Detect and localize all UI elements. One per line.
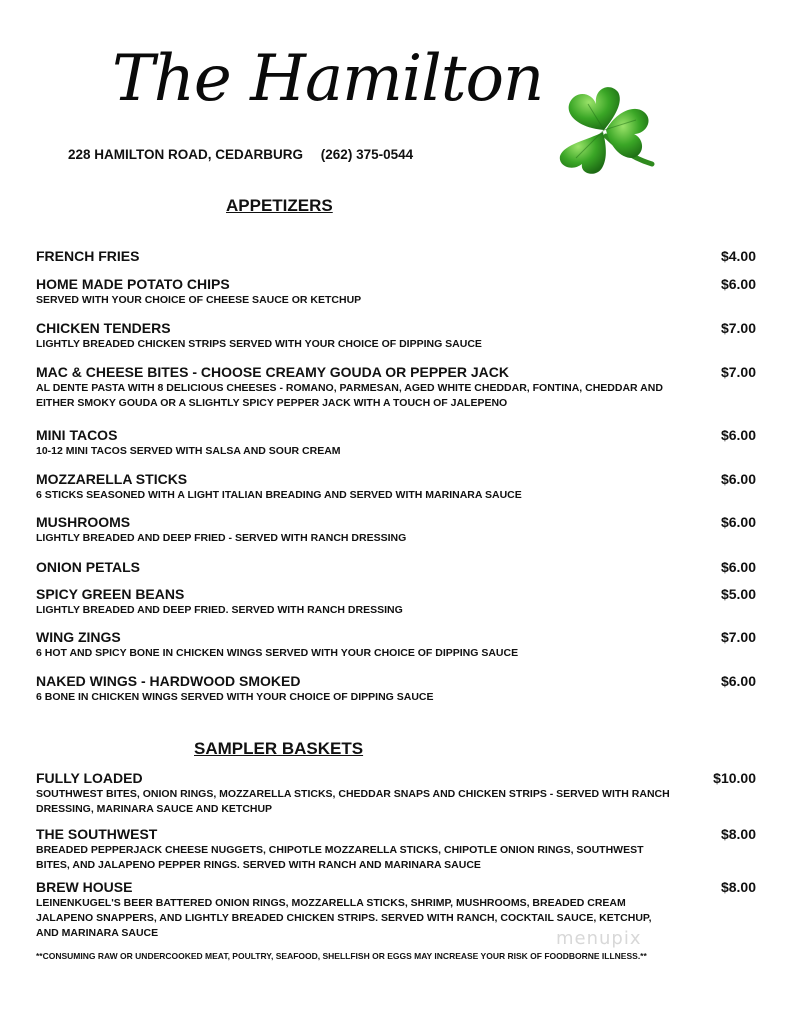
menu-item-header [36,427,756,443]
menu-item-header [36,629,756,645]
menu-item-description: BREADED PEPPERJACK CHEESE NUGGETS, CHIPOTLE MOZZARELLA STICKS, CHIPOTLE ONION RINGS, SOUTHWEST BITES, AND JALAPENO PEPPER RINGS. SERVED WITH RANCH AND MARINARA SAUCE [36,844,644,871]
menu-item-description: LIGHTLY BREADED AND DEEP FRIED. SERVED WITH RANCH DRESSING [36,604,403,616]
samplers-heading: SAMPLER BASKETS [194,739,364,758]
menu-item-name: MAC & CHEESE BITES - CHOOSE CREAMY GOUDA OR PEPPER JACK [36,364,509,380]
menu-item-name: FRENCH FRIES [36,248,140,264]
menu-item-header [36,276,756,292]
menu-item-price: $6.00 [720,427,756,443]
menu-item-price: $6.00 [720,559,756,575]
menu-item [36,673,756,705]
menu-item [36,770,756,817]
menu-item-name: MINI TACOS [36,427,118,443]
menu-item-name: MOZZARELLA STICKS [36,471,188,487]
menu-item-header [36,471,756,487]
disclaimer: **CONSUMING RAW OR UNDERCOOKED MEAT, POULTRY, SEAFOOD, SHELLFISH OR EGGS MAY INCREASE YOUR RISK OF FOODBORNE ILLNESS.** [36,951,647,961]
menu-item-name: THE SOUTHWEST [36,826,158,842]
menu-item-description: LEINENKUGEL'S BEER BATTERED ONION RINGS, MOZZARELLA STICKS, SHRIMP, MUSHROOMS, BREADED CREAM JALAPENO SNAPPERS, AND LIGHTLY BREADED CHICKEN STRIPS. SERVED WITH RANCH, COCKTAIL SAUCE, KETCHUP, AND MARINARA SAUCE [36,897,652,939]
menu-item-description: LIGHTLY BREADED AND DEEP FRIED - SERVED WITH RANCH DRESSING [36,532,407,544]
menu-item [36,471,756,503]
phone-number: (262) 375-0544 [320,147,414,162]
menu-item-price: $8.00 [720,879,756,895]
menu-item [36,248,756,264]
menu-item-price: $4.00 [720,248,756,264]
menu-item-price: $7.00 [720,320,756,336]
menu-item [36,427,756,459]
menu-item [36,364,756,411]
menu-item [36,826,756,873]
menu-item-header [36,879,756,895]
menu-item-name: HOME MADE POTATO CHIPS [36,276,230,292]
menu-item-price: $6.00 [720,276,756,292]
menu-item-description: 6 BONE IN CHICKEN WINGS SERVED WITH YOUR CHOICE OF DIPPING SAUCE [36,691,434,703]
menu-item-price: $8.00 [720,826,756,842]
menu-item-header [36,248,756,264]
menu-item-name: NAKED WINGS - HARDWOOD SMOKED [36,673,301,689]
menu-item-header [36,559,756,575]
menu-item-description: AL DENTE PASTA WITH 8 DELICIOUS CHEESES - ROMANO, PARMESAN, AGED WHITE CHEDDAR, FONTINA, CHEDDAR AND EITHER SMOKY GOUDA OR A SLIGHTLY SPICY PEPPER JACK WITH A TOUCH OF JALEPENO [36,382,663,409]
menu-item-description: 6 HOT AND SPICY BONE IN CHICKEN WINGS SERVED WITH YOUR CHOICE OF DIPPING SAUCE [36,647,519,659]
menu-item [36,320,756,352]
menu-item-price: $5.00 [720,586,756,602]
menu-item [36,879,756,941]
appetizers-heading: APPETIZERS [226,196,333,215]
menu-item-price: $7.00 [720,629,756,645]
address-line [68,147,413,162]
menu-item [36,276,756,308]
menu-item-header [36,364,756,380]
menu-item-description: LIGHTLY BREADED CHICKEN STRIPS SERVED WITH YOUR CHOICE OF DIPPING SAUCE [36,338,482,350]
menu-item-name: MUSHROOMS [36,514,131,530]
menu-item-price: $6.00 [720,673,756,689]
menu-item [36,586,756,618]
menu-item-header [36,514,756,530]
menu-item-name: SPICY GREEN BEANS [36,586,185,602]
menu-item-name: BREW HOUSE [36,879,133,895]
address-text: 228 HAMILTON ROAD, CEDARBURG [68,147,304,162]
menu-item-name: ONION PETALS [36,559,140,575]
menu-item-description: SOUTHWEST BITES, ONION RINGS, MOZZARELLA STICKS, CHEDDAR SNAPS AND CHICKEN STRIPS - SERVED WITH RANCH DRESSING, MARINARA SAUCE AND KETCHUP [36,788,670,815]
menu-item-description: 10-12 MINI TACOS SERVED WITH SALSA AND SOUR CREAM [36,445,341,457]
shamrock-icon [548,78,660,178]
watermark: menupix [556,928,642,949]
restaurant-title: The Hamilton [112,42,544,116]
menu-item-header [36,673,756,689]
menu-item-name: WING ZINGS [36,629,121,645]
menu-item [36,629,756,661]
menu-item-header [36,320,756,336]
menu-item-name: FULLY LOADED [36,770,143,786]
menu-item-price: $7.00 [720,364,756,380]
menu-item [36,559,756,575]
menu-item-price: $6.00 [720,514,756,530]
menu-item [36,514,756,546]
menu-item-price: $6.00 [720,471,756,487]
menu-item-header [36,770,756,786]
menu-item-price: $10.00 [713,770,756,786]
menu-item-header [36,826,756,842]
menu-item-name: CHICKEN TENDERS [36,320,171,336]
menu-item-header [36,586,756,602]
menu-item-description: 6 STICKS SEASONED WITH A LIGHT ITALIAN BREADING AND SERVED WITH MARINARA SAUCE [36,489,522,501]
menu-item-description: SERVED WITH YOUR CHOICE OF CHEESE SAUCE OR KETCHUP [36,294,362,306]
